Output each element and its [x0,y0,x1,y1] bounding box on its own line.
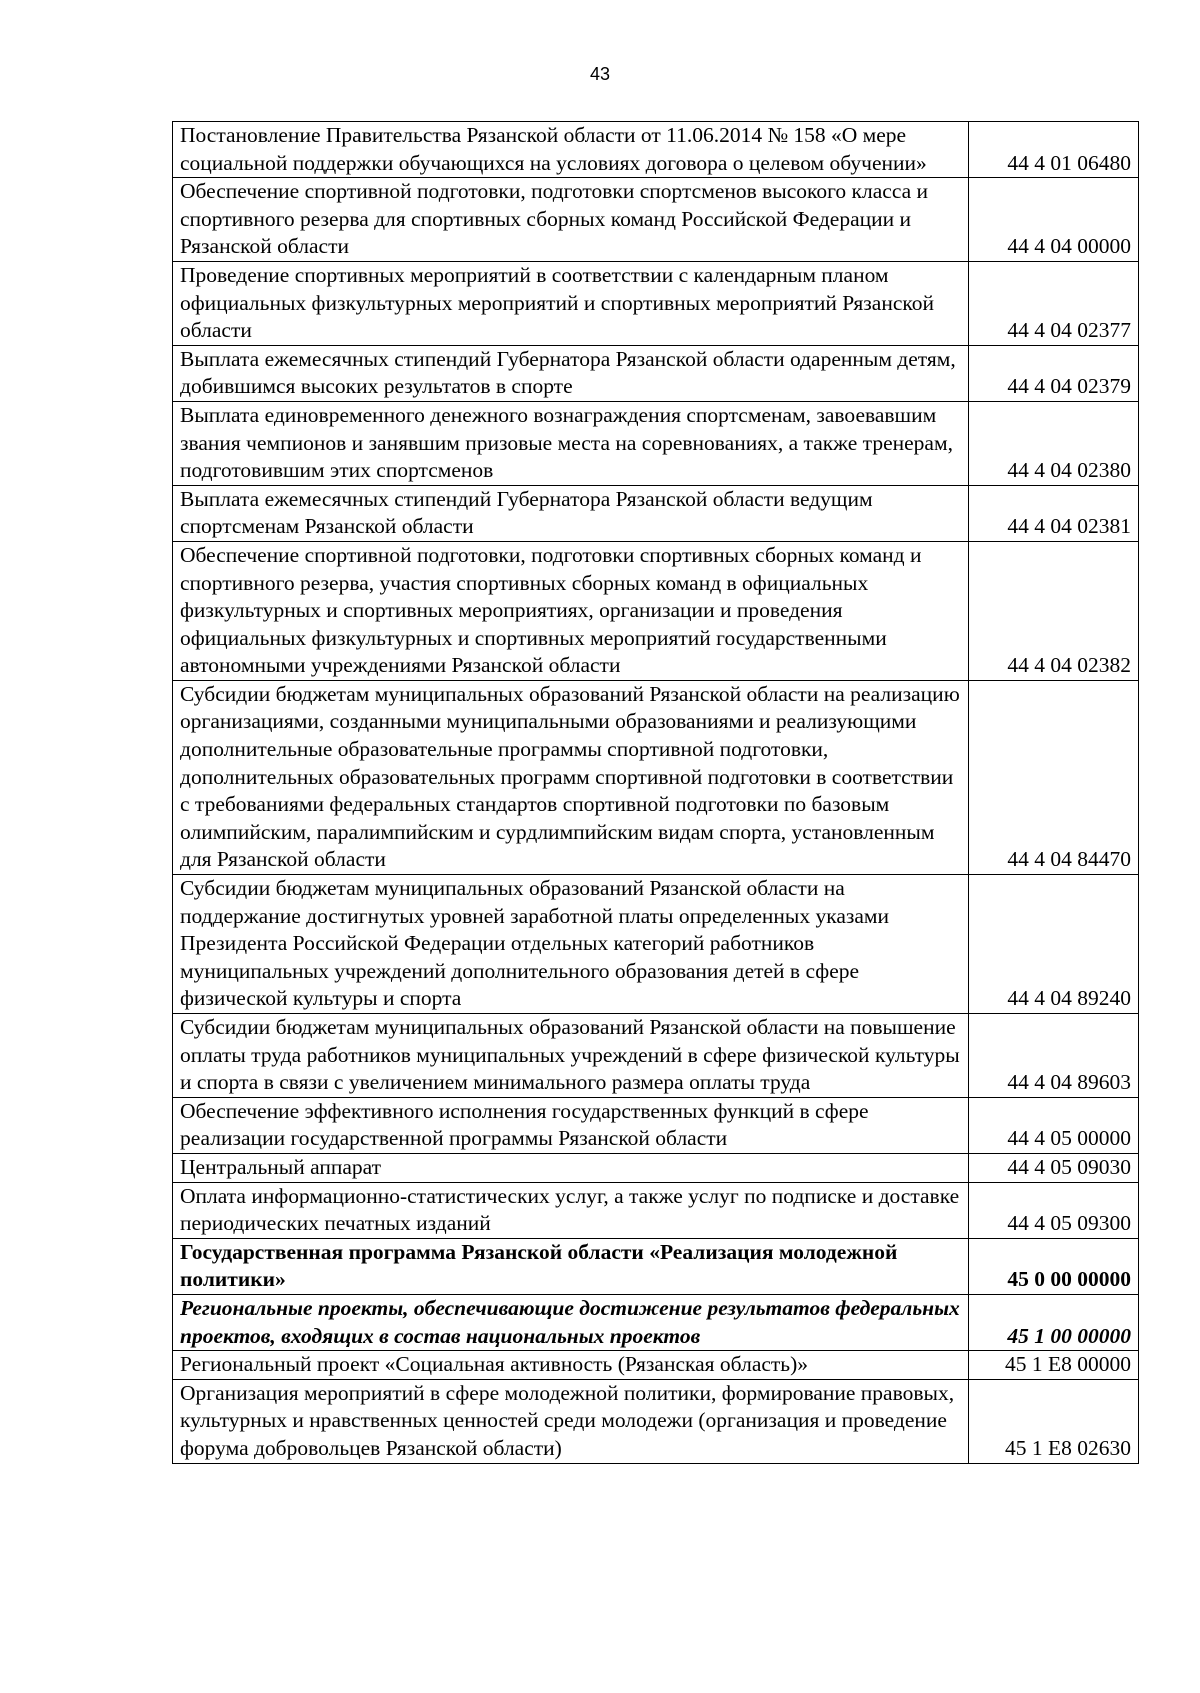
table-row [173,1182,1139,1238]
row-description: Обеспечение эффективного исполнения государственных функций в сфере реализации государственной программы Рязанской области [173,1097,969,1153]
row-code: 44 4 04 02377 [969,261,1139,345]
table-row [173,122,1139,178]
table-row [173,485,1139,541]
row-code: 44 4 05 09300 [969,1182,1139,1238]
row-code: 44 4 04 89240 [969,875,1139,1014]
row-description: Выплата ежемесячных стипендий Губернатора Рязанской области одаренным детям, добившимся высоких результатов в спорте [173,345,969,401]
row-code: 44 4 01 06480 [969,122,1139,178]
row-code: 44 4 04 84470 [969,680,1139,874]
row-description: Региональный проект «Социальная активность (Рязанская область)» [173,1351,969,1380]
row-description: Региональные проекты, обеспечивающие достижение результатов федеральных проектов, входящих в состав национальных проектов [173,1294,969,1350]
row-description: Субсидии бюджетам муниципальных образований Рязанской области на реализацию организациями, созданными муниципальными образованиями и реализующими дополнительные образовательные программы спортивной подготовки, дополнительных образовательных программ спортивной подготовки в соответствии с требованиями федеральных стандартов спортивной подготовки по базовым олимпийским, паралимпийским и сурдлимпийским видам спорта, установленным для Рязанской области [173,680,969,874]
table-body [173,122,1139,1464]
table-row [173,541,1139,680]
row-description: Обеспечение спортивной подготовки, подготовки спортсменов высокого класса и спортивного резерва для спортивных сборных команд Российской Федерации и Рязанской области [173,178,969,262]
table-row [173,401,1139,485]
table-row [173,1238,1139,1294]
row-description: Проведение спортивных мероприятий в соответствии с календарным планом официальных физкультурных мероприятий и спортивных мероприятий Рязанской области [173,261,969,345]
table-row [173,680,1139,874]
row-code: 45 0 00 00000 [969,1238,1139,1294]
table-row [173,1294,1139,1350]
row-code: 44 4 04 02379 [969,345,1139,401]
table-row [173,1351,1139,1380]
row-code: 44 4 04 02382 [969,541,1139,680]
row-code: 44 4 04 00000 [969,178,1139,262]
row-description: Центральный аппарат [173,1153,969,1182]
table-row [173,178,1139,262]
table-row [173,875,1139,1014]
row-code: 44 4 04 02380 [969,401,1139,485]
row-description: Государственная программа Рязанской области «Реализация молодежной политики» [173,1238,969,1294]
row-code: 45 1 00 00000 [969,1294,1139,1350]
row-description: Субсидии бюджетам муниципальных образований Рязанской области на повышение оплаты труда работников муниципальных учреждений в сфере физической культуры и спорта в связи с увеличением минимального размера оплаты труда [173,1014,969,1098]
row-code: 45 1 E8 00000 [969,1351,1139,1380]
row-description: Оплата информационно-статистических услуг, а также услуг по подписке и доставке периодических печатных изданий [173,1182,969,1238]
row-description: Обеспечение спортивной подготовки, подготовки спортивных сборных команд и спортивного резерва, участия спортивных сборных команд в официальных физкультурных и спортивных мероприятиях, организации и проведения официальных физкультурных и спортивных мероприятий государственными автономными учреждениями Рязанской области [173,541,969,680]
row-code: 45 1 E8 02630 [969,1379,1139,1463]
row-code: 44 4 04 02381 [969,485,1139,541]
row-description: Постановление Правительства Рязанской области от 11.06.2014 № 158 «О мере социальной поддержки обучающихся на условиях договора о целевом обучении» [173,122,969,178]
row-description: Выплата единовременного денежного вознаграждения спортсменам, завоевавшим звания чемпионов и занявшим призовые места на соревнованиях, а также тренерам, подготовившим этих спортсменов [173,401,969,485]
row-code: 44 4 05 09030 [969,1153,1139,1182]
table-row [173,1379,1139,1463]
page-number: 43 [589,64,611,84]
row-code: 44 4 05 00000 [969,1097,1139,1153]
row-code: 44 4 04 89603 [969,1014,1139,1098]
table-row [173,261,1139,345]
budget-classification-table [172,121,1139,1464]
row-description: Субсидии бюджетам муниципальных образований Рязанской области на поддержание достигнутых уровней заработной платы определенных указами Президента Российской Федерации отдельных категорий работников муниципальных учреждений дополнительного образования детей в сфере физической культуры и спорта [173,875,969,1014]
table-row [173,1153,1139,1182]
row-description: Организация мероприятий в сфере молодежной политики, формирование правовых, культурных и нравственных ценностей среди молодежи (организация и проведение форума добровольцев Рязанской области) [173,1379,969,1463]
row-description: Выплата ежемесячных стипендий Губернатора Рязанской области ведущим спортсменам Рязанской области [173,485,969,541]
table-row [173,1014,1139,1098]
table-row [173,345,1139,401]
table-row [173,1097,1139,1153]
